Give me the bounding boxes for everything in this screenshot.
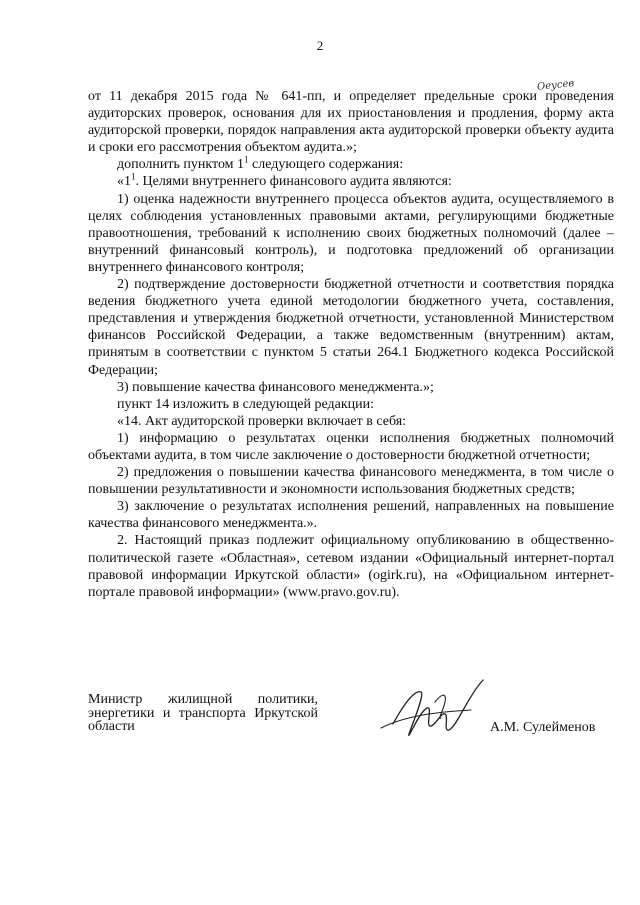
paragraph-point-14: пункт 14 изложить в следующей редакции: bbox=[117, 396, 374, 412]
superscript: 1 bbox=[244, 154, 249, 165]
signatory-title-line: области bbox=[88, 719, 135, 734]
paragraph-text: «1 bbox=[117, 174, 131, 190]
document-body bbox=[88, 88, 614, 601]
paragraph-item-1: 1) оценка надежности внутреннего процесса объектов аудита, осуществляемого в целях соблюдения установленных правовыми актами, регулирующими бюджетные правоотношения, требований к исполнению своих бюджетных полномочий (далее – внутренний финансовый контроль), и подготовка предложений об организации внутреннего финансового контроля; bbox=[88, 191, 614, 275]
page-number: 2 bbox=[316, 38, 324, 53]
paragraph-act-item-3: 3) заключение о результатах исполнения решений, направленных на повышение качества финансового менеджмента.». bbox=[88, 499, 614, 532]
signatory-title-line: Министр жилищной политики, bbox=[88, 692, 318, 707]
handwritten-note: Оеусев bbox=[536, 78, 575, 93]
signatory-title-line: энергетики и транспорта Иркутской bbox=[88, 705, 318, 721]
paragraph-add-point bbox=[88, 156, 614, 173]
signatory-title bbox=[88, 693, 318, 734]
paragraph-text: следующего содержания: bbox=[248, 157, 404, 173]
paragraph-item-3: 3) повышение качества финансового менеджмента.»; bbox=[117, 379, 434, 395]
paragraph-publication: 2. Настоящий приказ подлежит официальному опубликованию в общественно-политической газете «Областная», сетевом издании «Официальный интернет-портал правовой информации Иркутской области» (ogirk.ru), на «Официальном интернет-портале правовой информации» (www.pravo.gov.ru). bbox=[88, 533, 614, 600]
paragraph-continuation: от 11 декабря 2015 года № 641-пп, и определяет предельные сроки проведения аудиторских проверок, основания для их приостановления и продления, форму акта аудиторской проверки, порядок направления акта аудиторской проверки объекту аудита и сроки его рассмотрения объектом аудита.»; bbox=[88, 89, 614, 156]
paragraph-act-item-2: 2) предложения о повышении качества финансового менеджмента, в том числе о повышении результативности и экономности использования бюджетных средств; bbox=[88, 465, 614, 498]
paragraph-item-2: 2) подтверждение достоверности бюджетной отчетности и соответствия порядка ведения бюджетного учета единой методологии бюджетного учета, составления, представления и утверждения бюджетной отчетности, установленной Министерством финансов Российской Федерации, а также ведомственным (внутренним) актам, принятым в соответствии с пунктом 5 статьи 264.1 Бюджетного кодекса Российской Федерации; bbox=[88, 277, 614, 378]
handwritten-signature bbox=[375, 672, 495, 752]
paragraph-point-heading bbox=[88, 173, 614, 190]
paragraph-text: дополнить пунктом 1 bbox=[117, 157, 245, 173]
paragraph-act-item-1: 1) информацию о результатах оценки исполнения бюджетных полномочий объектами аудита, в том числе заключение о достоверности бюджетной отчетности; bbox=[88, 430, 614, 463]
signatory-name: А.М. Сулейменов bbox=[490, 720, 596, 735]
superscript: 1 bbox=[131, 171, 136, 182]
paragraph-act-heading: «14. Акт аудиторской проверки включает в себя: bbox=[117, 413, 407, 429]
paragraph-text: . Целями внутреннего финансового аудита являются: bbox=[135, 174, 452, 190]
